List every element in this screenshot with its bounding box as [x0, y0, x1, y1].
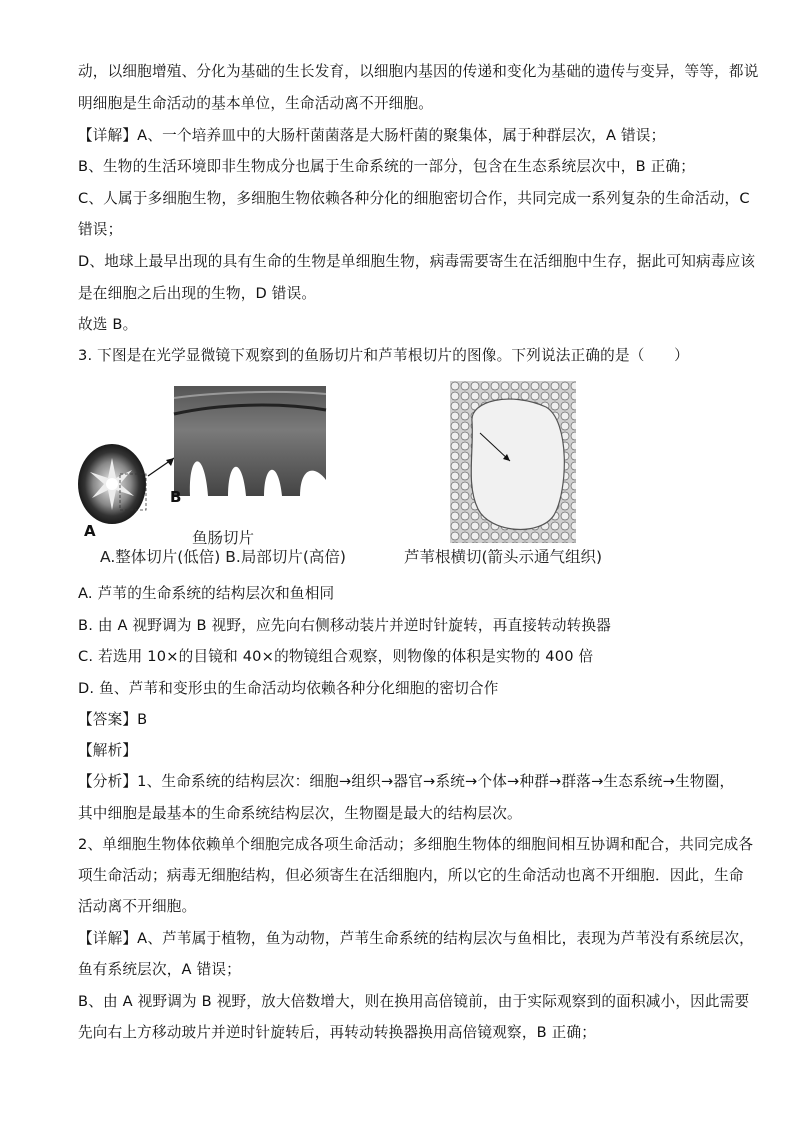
- text-line: 故选 B。: [78, 316, 138, 333]
- text-line: 2、单细胞生物体依赖单个细胞完成各项生命活动；多细胞生物体的细胞间相互协调和配合，共同完成各: [78, 836, 754, 853]
- text-line: 【详解】A、一个培养皿中的大肠杆菌菌落是大肠杆菌的聚集体，属于种群层次，A 错误；: [78, 127, 666, 144]
- option-a: A. 芦苇的生命系统的结构层次和鱼相同: [78, 585, 335, 602]
- analysis-heading: 【解析】: [78, 742, 138, 759]
- text-line: B、生物的生活环境即非生物成分也属于生命系统的一部分，包含在生态系统层次中，B 正确；: [78, 158, 696, 175]
- option-b: B. 由 A 视野调为 B 视野，应先向右侧移动装片并逆时针旋转，再直接转动转换器: [78, 617, 612, 634]
- reed-root-figure: [450, 381, 576, 543]
- answer-line: 【答案】B: [78, 711, 148, 728]
- label-b: B: [170, 488, 182, 506]
- text-line: 先向右上方移动玻片并逆时针旋转后，再转动转换器换用高倍镜观察，B 正确；: [78, 1024, 597, 1041]
- text-line: C、人属于多细胞生物，多细胞生物依赖各种分化的细胞密切合作，共同完成一系列复杂的生命活动，C: [78, 190, 750, 207]
- text-line: 错误；: [78, 221, 123, 238]
- text-line: 活动离不开细胞。: [78, 898, 197, 915]
- option-d: D. 鱼、芦苇和变形虫的生命活动均依赖各种分化细胞的密切合作: [78, 680, 499, 697]
- text-line: 【详解】A、芦苇属于植物，鱼为动物，芦苇生命系统的结构层次与鱼相比，表现为芦苇没有系统层次，: [78, 930, 754, 947]
- text-line: D、地球上最早出现的具有生命的生物是单细胞生物，病毒需要寄生在活细胞中生存，据此可知病毒应该: [78, 253, 756, 270]
- question-stem: 3. 下图是在光学显微镜下观察到的鱼肠切片和芦苇根切片的图像。下列说法正确的是（ ）: [78, 347, 689, 364]
- figure1-caption: A.整体切片(低倍) B.局部切片(高倍): [100, 548, 346, 566]
- fish-intestine-figure: [78, 384, 338, 539]
- text-line: 是在细胞之后出现的生物，D 错误。: [78, 285, 317, 302]
- label-a: A: [84, 522, 96, 540]
- text-line: 动，以细胞增殖、分化为基础的生长发育，以细胞内基因的传递和变化为基础的遗传与变异，等等，都说: [78, 63, 759, 80]
- text-line: 明细胞是生命活动的基本单位，生命活动离不开细胞。: [78, 95, 434, 112]
- text-line: 项生命活动；病毒无细胞结构，但必须寄生在活细胞内，所以它的生命活动也离不开细胞．因此，生命: [78, 867, 744, 884]
- figure2-caption: 芦苇根横切(箭头示通气组织): [404, 548, 603, 566]
- figure1-title: 鱼肠切片: [192, 529, 255, 547]
- text-line: 鱼有系统层次，A 错误；: [78, 961, 241, 978]
- text-line: 其中细胞是最基本的生命系统结构层次，生物圈是最大的结构层次。: [78, 805, 522, 822]
- text-line: 【分析】1、生命系统的结构层次：细胞→组织→器官→系统→个体→种群→群落→生态系统→生物圈，: [78, 773, 735, 790]
- text-line: B、由 A 视野调为 B 视野，放大倍数增大，则在换用高倍镜前，由于实际观察到的面积减小，因此需要: [78, 993, 750, 1010]
- option-c: C. 若选用 10×的目镜和 40×的物镜组合观察，则物像的体积是实物的 400 倍: [78, 648, 594, 665]
